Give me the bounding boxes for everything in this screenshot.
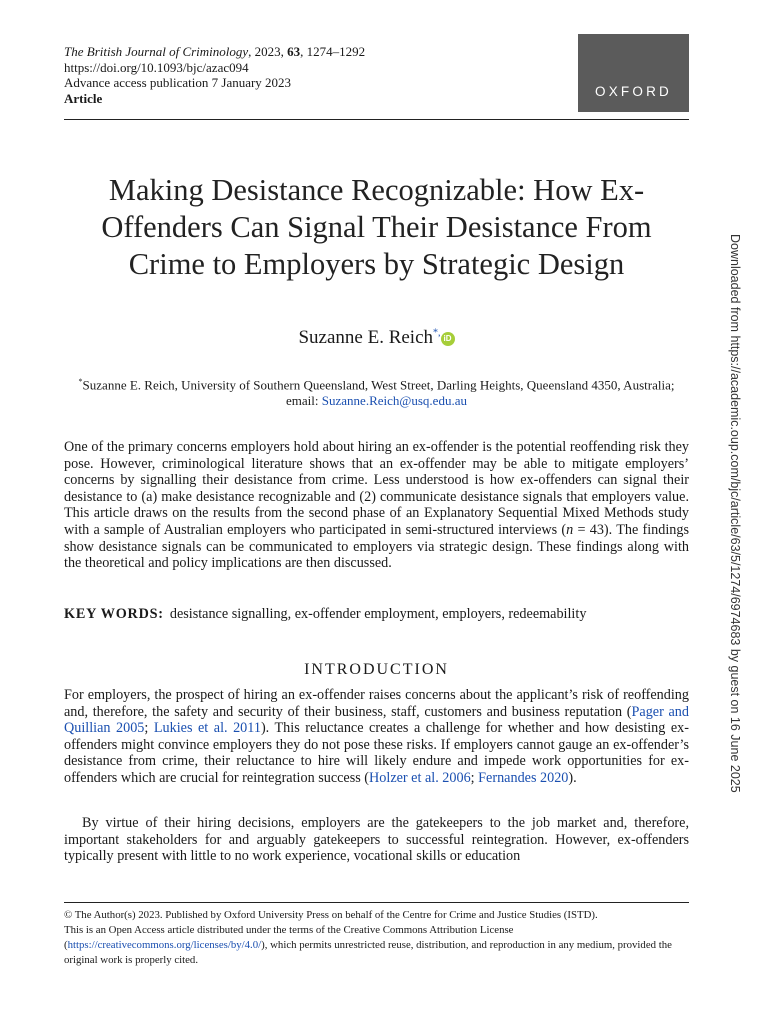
section-heading-introduction: INTRODUCTION (304, 661, 449, 678)
paragraph-text: ). (568, 769, 577, 786)
author-email-link[interactable]: Suzanne.Reich@usq.edu.au (321, 393, 467, 409)
journal-year: , 2023, (248, 44, 288, 59)
license-text-end: ), which permits unrestricted reuse, distribution, and reproduction in any medium, provided the original work is properly cited. (64, 939, 672, 966)
journal-volume: 63 (287, 44, 301, 59)
license-text (64, 923, 689, 968)
citation-link[interactable]: Fernandes 2020 (478, 769, 569, 786)
license-text-start: This is an Open Access article distributed under the terms of the Creative Commons Attribution License ( (64, 924, 514, 951)
oxford-logo[interactable]: OXFORD (578, 34, 689, 112)
paragraph-text: For employers, the prospect of hiring an ex-offender raises concerns about the applicant’s risk of reoffending and, therefore, the safety and security of their business, staff, customers and business reputation ( (64, 687, 689, 720)
keywords-label: KEY WORDS: (64, 606, 164, 622)
publication-date: Advance access publication 7 January 2023 (64, 75, 292, 90)
introduction-paragraph-1 (64, 687, 689, 787)
abstract-text-end: = 43). The findings show desistance signals can be communicated to employers via strategic design. These findings along with the theoretical and policy implications are then discussed. (64, 521, 689, 572)
author-mark: *, (433, 327, 441, 339)
footer-divider (64, 902, 689, 903)
separator: ; (470, 769, 479, 786)
sample-size-symbol: n (566, 521, 574, 538)
abstract-text: One of the primary concerns employers hold about hiring an ex-offender is the potential reoffending risk they pose. However, criminological literature shows that an ex-offender may be able to mitigate employers’ concerns by signalling their desistance from crime. Less understood is how ex-offenders can signal their desistance to (a) make desistance recognizable and (2) communicate desistance signals that employers value. This article draws on the results from the second phase of an Explanatory Sequential Mixed Methods study with a sample of Australian employers who participated in semi-structured interviews ( (64, 439, 689, 538)
article-type: Article (64, 90, 103, 106)
license-link[interactable]: https://creativecommons.org/licenses/by/4.0/ (67, 939, 262, 951)
citation-link[interactable]: Lukies et al. 2011 (153, 720, 261, 737)
journal-pages: , 1274–1292 (300, 44, 366, 59)
header-divider (64, 119, 689, 120)
keywords-text: desistance signalling, ex-offender employment, employers, redeemability (169, 606, 587, 622)
article-title: Making Desistance Recognizable: How Ex-Offenders Can Signal Their Desistance From Crime to Employers by Strategic Design (101, 173, 652, 281)
doi-link[interactable]: https://doi.org/10.1093/bjc/azac094 (64, 59, 249, 75)
journal-citation (64, 44, 524, 60)
abstract (64, 439, 689, 572)
introduction-paragraph-2: By virtue of their hiring decisions, employers are the gatekeepers to the job market and, therefore, important stakeholders for and arguably gatekeepers to successful reintegration. However, ex-offenders typically present with little to no work experience, vocational skills or education (64, 815, 689, 865)
citation-link[interactable]: Pager and Quillian 2005 (64, 703, 689, 737)
journal-name: The British Journal of Criminology (64, 44, 249, 59)
journal-citation-block (64, 44, 524, 106)
author-line (64, 327, 689, 349)
affiliation-mark: * (78, 377, 83, 386)
citation-link[interactable]: Holzer et al. 2006 (369, 769, 471, 786)
affiliation-text: Suzanne E. Reich, University of Southern Queensland, West Street, Darling Heights, Queensland 4350, Australia; email: (82, 377, 675, 409)
paragraph-text: ). This reluctance creates a challenge for whether and how desisting ex-offenders might convince employers they do not pose these risks. If employers cannot gauge an ex-offender’s desistance from crime, their reluctance to hire will likely endure and impede work opportunities for ex-offenders which are crucial for reintegration success ( (64, 720, 689, 786)
keywords (64, 606, 689, 623)
orcid-icon[interactable]: iD (441, 332, 455, 346)
author-affiliation (64, 374, 689, 409)
copyright-notice: © The Author(s) 2023. Published by Oxford University Press on behalf of the Centre for Crime and Justice Studies (ISTD). (64, 909, 598, 921)
separator: ; (144, 720, 154, 737)
author-name[interactable]: Suzanne E. Reich (298, 327, 434, 348)
download-watermark: Downloaded from https://academic.oup.com/bjc/article/63/5/1274/6974683 by guest on 16 June 2025 (728, 234, 742, 793)
license-footer (64, 908, 689, 968)
